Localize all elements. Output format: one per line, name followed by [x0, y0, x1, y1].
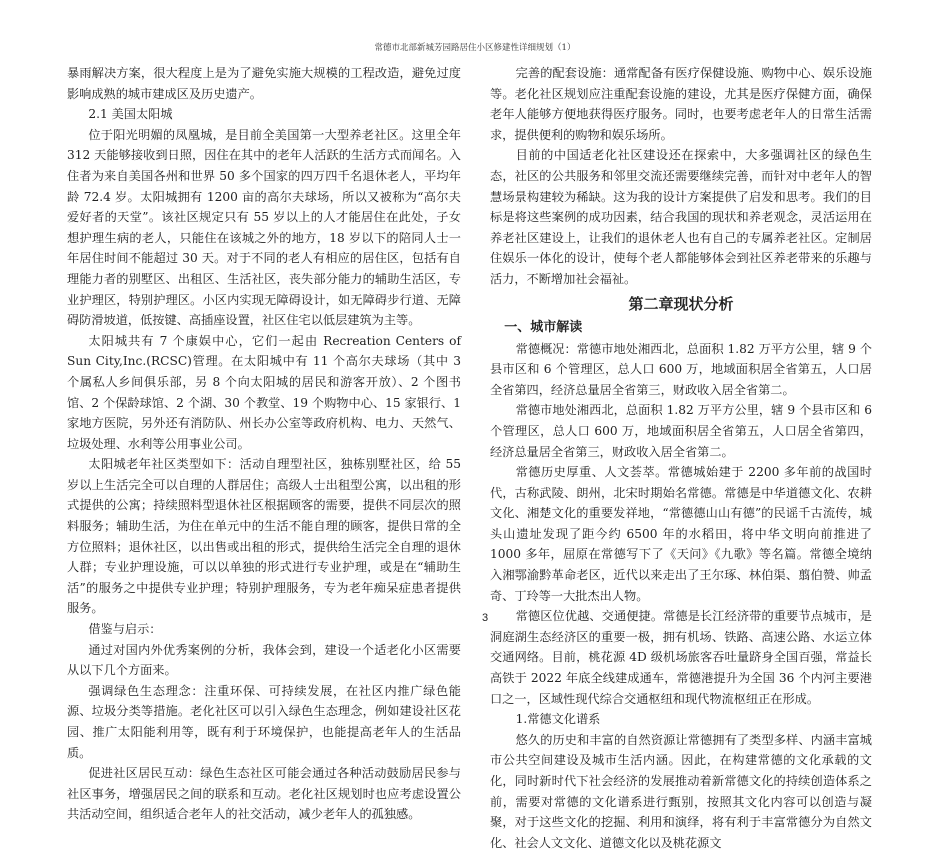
- page-header: 常德市北部新城芳园路居住小区修建性详细规划（1）: [374, 43, 576, 53]
- paragraph: 常德区位优越、交通便捷。常德是长江经济带的重要节点城市，是洞庭湖生态经济区的重要一极，拥有机场、铁路、高速公路、水运立体交通网络。目前，桃花源 4D 级机场旅客吞吐量跻身全国百强，常益长高铁于 2022 年底全线建成通车，常德港提升为全国 36 个内河主要港口之一，区域性现代综合交通枢纽和现代物流枢纽正在形成。: [490, 609, 872, 706]
- right-column: [490, 63, 872, 853]
- paragraph: 悠久的历史和丰富的自然资源让常德拥有了类型多样、内涵丰富城市公共空间建设及城市生活内涵。因此，在构建常德的文化承载的文化，同时新时代下社会经济的发展推动着新常德文化的持续创造体系之前，需要对常德的文化谱系进行甄别，按照其文化内容可以创造与凝聚，对于这些文化的挖掘、利用和演绎，将有利于丰富常德分为自然文化、社会人文文化、道德文化以及桃花源文: [490, 732, 872, 850]
- paragraph: 促进社区居民互动：绿色生态社区可能会通过各种活动鼓励居民参与社区事务，增强居民之间的联系和互动。老化社区规划时也应考虑设置公共活动空间，组织适合老年人的社交活动，减少老年人的孤独感。: [67, 766, 461, 822]
- paragraph: 常德概况：常德市地处湘西北，总面积 1.82 万平方公里，辖 9 个县市区和 6 个管理区，总人口 600 万，地域面积居全省第五，人口居全省第四，经济总量居全省第三，财政收入居全省第二。: [490, 341, 872, 397]
- paragraph: 常德市地处湘西北，总面积 1.82 万平方公里，辖 9 个县市区和 6 个管理区，总人口 600 万，地域面积居全省第五，人口居全省第四，经济总量居全省第三，财政收入居全省第二。: [490, 403, 872, 459]
- paragraph: 常德历史厚重、人文荟萃。常德城始建于 2200 多年前的战国时代，古称武陵、朗州，北宋时期始名常德。常德是中华道德文化、农耕文化、湘楚文化的重要发祥地，“常德德山山有德”的民谣千古流传，城头山遗址发现了距今约 6500 年的水稻田，将中华文明向前推进了 1000 多年，屈原在常德写下了《天问》《九歌》等名篇。常德全境纳入湘鄂渝黔革命老区，近代以来走出了王尔琢、林伯渠、翦伯赞、帅孟奇、丁玲等一大批杰出人物。: [490, 465, 872, 603]
- subsection-title: 1.常德文化谱系: [515, 712, 601, 727]
- paragraph: 太阳城共有 7 个康娱中心，它们一起由 Recreation Centers of Sun City,Inc.(RCSC)管理。在太阳城中有 11 个高尔夫球场（其中 3 个属私人乡间俱乐部，另 8 个向太阳城的居民和游客开放）、2 个图书馆、2 个保龄球馆、2 个湖、30 个教堂、19 个购物中心、15 家银行、1 家地方医院，另外还有消防队、州长办公室等政府机构、电力、天然气、垃圾处理、水利等公用事业公司。: [67, 333, 461, 451]
- left-column: [67, 63, 461, 825]
- paragraph: 通过对国内外优秀案例的分析，我体会到，建设一个适老化小区需要从以下几个方面来。: [67, 642, 461, 678]
- paragraph: 目前的中国适老化社区建设还在探索中，大多强调社区的绿色生态，社区的公共服务和邻里交流还需要继续完善，而针对中老年人的智慧场景构建较为稀缺。这为我的设计方案提供了启发和思考。我们的目标是将这些案例的成功因素，结合我国的现状和养老观念，灵活运用在养老社区建设上，让我们的退休老人也有自己的专属养老社区。定制居住娱乐一体化的设计，使每个老人都能够体会到社区养老带来的乐趣与活力，不断增加社会福祉。: [490, 148, 872, 286]
- chapter-title: 第二章现状分析: [628, 294, 734, 313]
- page-number: 3: [482, 612, 489, 624]
- paragraph: 位于阳光明媚的凤凰城，是目前全美国第一大型养老社区。这里全年 312 天能够接收到日照，因住在其中的老年人活跃的生活方式而闻名。入住者为来自美国各州和世界 50 多个国家的四万四千名退休老人，平均年龄 72.4 岁。太阳城拥有 1200 亩的高尔夫球场，所以又被称为“高尔夫爱好者的天堂”。该社区规定只有 55 岁以上的人才能居住在此处，子女想护理生病的老人，只能住在该城之外的地方，18 岁以下的陪同人士一年居住时间不能超过 30 天。对于不同的老人有相应的居住区，包括有自理能力者的别墅区、出租区、生活社区，丧失部分能力的辅助生活区，专业护理区，特别护理区。小区内实现无障碍设计，如无障碍步行道、无障碍防滑坡道，低按键、高插座设置，社区住宅以低层建筑为主等。: [67, 127, 461, 328]
- paragraph: 借鉴与启示：: [88, 622, 162, 637]
- paragraph: 暴雨解决方案，很大程度上是为了避免实施大规模的工程改造，避免过度影响成熟的城市建成区及历史遗产。: [67, 66, 461, 101]
- section-heading-sun-city: 2.1 美国太阳城: [88, 107, 173, 122]
- paragraph: 完善的配套设施：通常配备有医疗保健设施、购物中心、娱乐设施等。老化社区规划应注重配套设施的建设，尤其是医疗保健方面，确保老年人能够方便地获得医疗服务。同时，也要考虑老年人的日常生活需求，提供便利的购物和娱乐场所。: [490, 66, 872, 142]
- paragraph: 强调绿色生态理念：注重环保、可持续发展，在社区内推广绿色能源、垃圾分类等措施。老化社区可以引入绿色生态理念，例如建设社区花园、推广太阳能利用等，既有利于环境保护，也能提高老年人的生活品质。: [67, 683, 461, 760]
- paragraph: 太阳城老年社区类型如下：活动自理型社区，独栋别墅社区，给 55 岁以上生活完全可以自理的人群居住；高级人士出租型公寓，以出租的形式提供的公寓；持续照料型退休社区根据顾客的需要，提供不同层次的照料服务；辅助生活，为住在单元中的生活不能自理的顾客，提供日常的全方位照料；退休社区，以出售或出租的形式，提供给生活完全自理的退休人群；专业护理设施，可以以单独的形式进行专业护理，或是在“辅助生活”的服务之中提供专业护理；特别护理服务，专为老年痴呆症患者提供服务。: [67, 457, 461, 616]
- section-title: 一、城市解读: [504, 319, 583, 335]
